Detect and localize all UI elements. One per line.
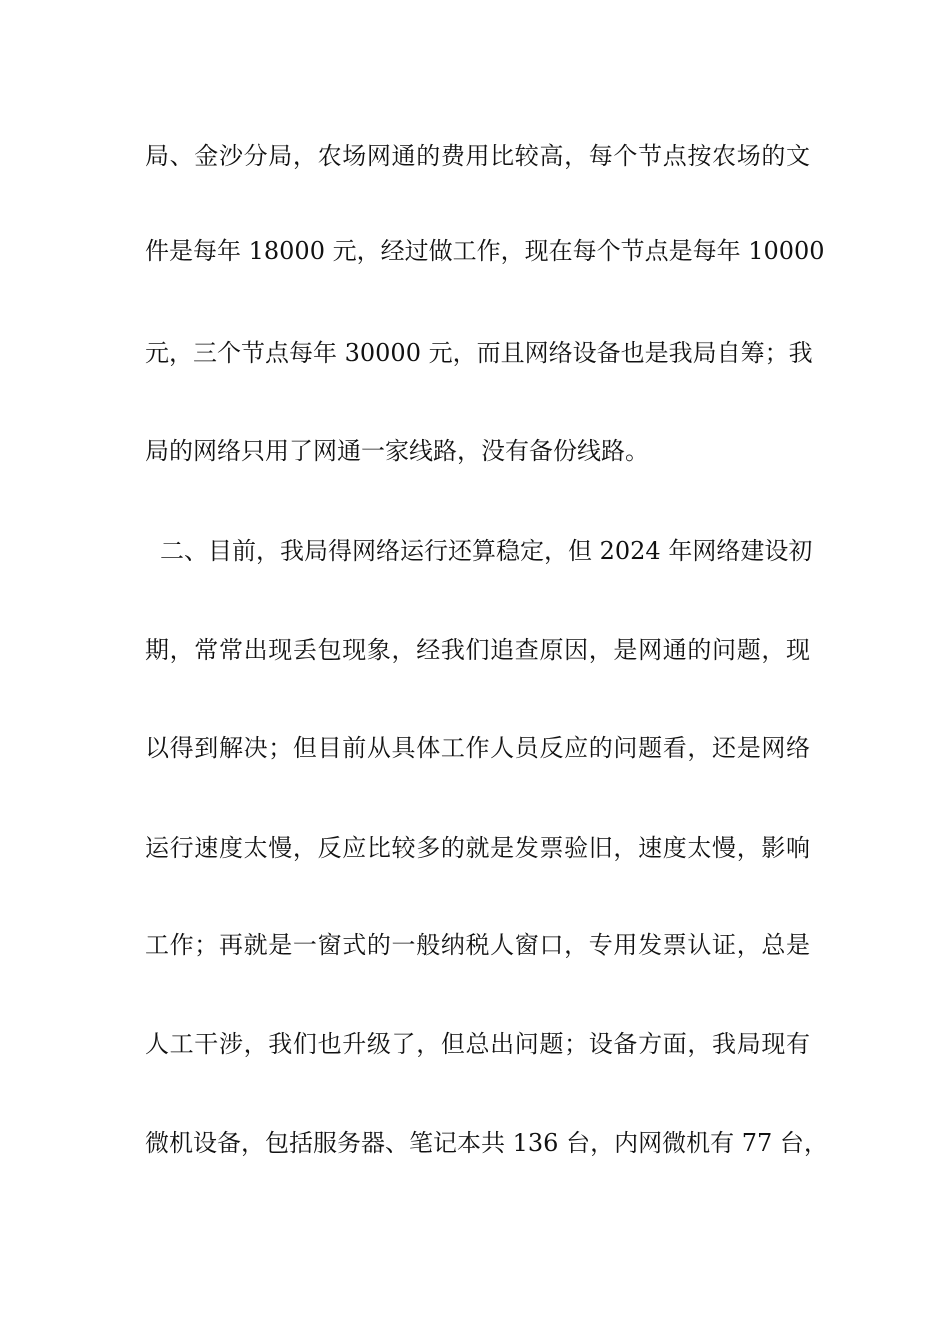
text-line: 工作；再就是一窗式的一般纳税人窗口，专用发票认证，总是: [145, 931, 810, 959]
text-line: 局的网络只用了网通一家线路，没有备份线路。: [145, 437, 649, 465]
text-line: 件是每年 18000 元，经过做工作，现在每个节点是每年 10000: [145, 237, 825, 265]
text-line: 人工干涉，我们也升级了，但总出问题；设备方面，我局现有: [145, 1030, 810, 1058]
text-line: 以得到解决；但目前从具体工作人员反应的问题看，还是网络: [145, 734, 810, 762]
text-line: 二、目前，我局得网络运行还算稳定，但 2024 年网络建设初: [160, 537, 813, 565]
text-line: 期，常常出现丢包现象，经我们追查原因，是网通的问题，现: [145, 636, 810, 664]
text-line: 局、金沙分局，农场网通的费用比较高，每个节点按农场的文: [145, 142, 810, 170]
text-line: 元，三个节点每年 30000 元，而且网络设备也是我局自筹；我: [145, 339, 813, 367]
text-line: 微机设备，包括服务器、笔记本共 136 台，内网微机有 77 台，: [145, 1129, 828, 1157]
text-line: 运行速度太慢，反应比较多的就是发票验旧，速度太慢，影响: [145, 834, 810, 862]
